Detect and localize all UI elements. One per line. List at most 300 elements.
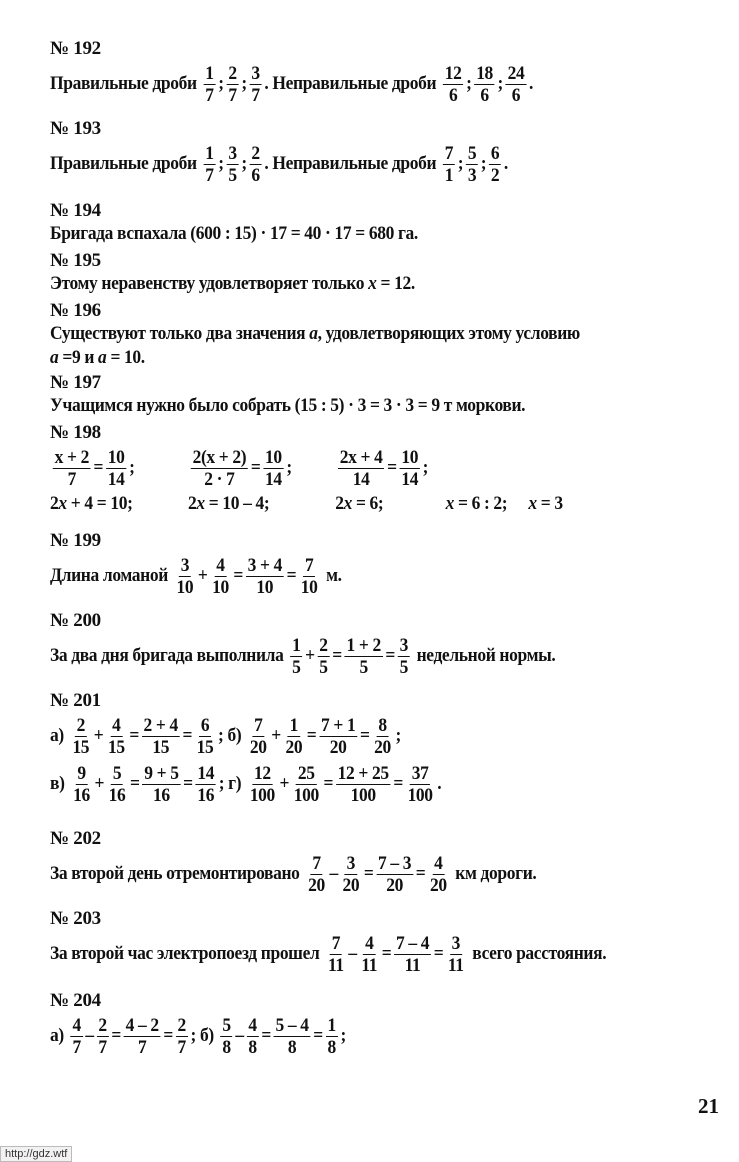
equation-step (446, 492, 529, 516)
denominator: 7 (228, 84, 237, 106)
text-segment: = (385, 645, 396, 666)
problem-number: № 195 (50, 250, 101, 271)
text-segment: = (163, 1025, 173, 1046)
text-segment: . (503, 153, 508, 174)
fraction (250, 63, 262, 106)
fraction (107, 763, 127, 806)
fraction (466, 143, 478, 186)
problem-193 (50, 118, 719, 188)
denominator: 8 (287, 1036, 297, 1058)
text-segment: = 3 (536, 493, 563, 514)
problem-200 (50, 610, 719, 680)
fraction (97, 1015, 109, 1058)
numerator: 4 (72, 1014, 81, 1036)
denominator: 20 (429, 874, 447, 896)
fraction (106, 715, 126, 758)
denominator: 11 (361, 954, 378, 976)
problem-number: № 200 (50, 610, 101, 631)
numerator: 2 + 4 (143, 714, 178, 736)
text-segment: ; б) (218, 725, 246, 746)
numerator: 4 (112, 714, 121, 736)
variable: x (196, 493, 205, 514)
numerator: 6 (200, 714, 210, 736)
numerator: 14 (197, 762, 215, 784)
text-segment: – (85, 1025, 94, 1046)
fraction (506, 63, 526, 106)
numerator: 2 (251, 142, 260, 164)
text-segment: а) (50, 725, 68, 746)
text-segment: ; (497, 73, 503, 94)
numerator: 10 (265, 446, 282, 468)
numerator: 3 (399, 634, 408, 656)
denominator: 5 (319, 656, 328, 678)
text-segment: , удовлетворяющих этому условию (317, 323, 580, 344)
text-segment: = (182, 725, 193, 746)
fraction (299, 555, 319, 598)
numerator: 1 (327, 1014, 336, 1036)
text-segment: = 6; (351, 493, 384, 514)
text-segment: ; (422, 457, 429, 478)
numerator: 7 (331, 932, 341, 954)
text-segment: ; (241, 73, 247, 94)
variable: x (528, 493, 537, 514)
denominator: 5 (228, 164, 237, 186)
solution-line (50, 632, 665, 680)
denominator: 10 (212, 576, 229, 598)
fraction (274, 1015, 311, 1058)
numerator: x + 2 (54, 446, 89, 468)
fraction (443, 143, 455, 186)
equation-step (188, 447, 335, 490)
text-segment: = (381, 943, 392, 964)
equation-step (188, 492, 335, 516)
denominator: 100 (249, 784, 275, 806)
denominator: 15 (152, 736, 170, 758)
fraction (263, 447, 283, 490)
text-segment: = 10 – 4; (204, 493, 270, 514)
text-segment: = (93, 457, 104, 478)
denominator: 16 (153, 784, 170, 806)
fraction (398, 635, 410, 678)
solution-line (50, 712, 665, 760)
denominator: 100 (407, 784, 433, 806)
fraction (489, 143, 501, 186)
numerator: 10 (401, 446, 419, 468)
denominator: 7 (98, 1036, 107, 1058)
fraction (191, 447, 248, 490)
text-segment: = (183, 773, 193, 794)
numerator: 3 + 4 (247, 554, 282, 576)
problem-number: № 197 (50, 372, 101, 393)
fraction (142, 715, 180, 758)
text-segment: Правильные дроби (50, 153, 201, 174)
denominator: 14 (265, 468, 282, 490)
text-segment: в) (50, 773, 69, 794)
problem-number: № 193 (50, 118, 101, 139)
denominator: 100 (293, 784, 319, 806)
numerator: 4 (434, 852, 443, 874)
page-number: 21 (698, 1094, 719, 1118)
problem-number: № 199 (50, 530, 101, 551)
numerator: 24 (507, 62, 525, 84)
text-segment: 2 (50, 493, 59, 514)
text-segment: – (235, 1025, 244, 1046)
fraction (221, 1015, 233, 1058)
text-segment: ; (340, 1025, 346, 1046)
text-segment: ; (218, 73, 224, 94)
fraction (399, 447, 419, 490)
variable: a (50, 347, 59, 368)
denominator: 2 · 7 (204, 468, 235, 490)
problem-204 (50, 990, 719, 1060)
solution-line (50, 140, 665, 188)
denominator: 6 (511, 84, 521, 106)
fraction (71, 715, 91, 758)
numerator: 7 – 4 (395, 932, 430, 954)
text-segment: = (433, 943, 444, 964)
text-segment: = (313, 1025, 323, 1046)
fraction (246, 555, 284, 598)
denominator: 2 (490, 164, 500, 186)
denominator: 20 (285, 736, 303, 758)
solution-line (50, 272, 665, 296)
fraction (428, 853, 448, 896)
text-segment: Существуют только два значения (50, 323, 310, 344)
fraction (319, 715, 357, 758)
text-segment: = (111, 1025, 121, 1046)
denominator: 11 (447, 954, 464, 976)
denominator: 14 (352, 468, 370, 490)
fraction (443, 63, 463, 106)
variable: a (98, 347, 107, 368)
problem-number: № 196 (50, 300, 101, 321)
numerator: 3 (180, 554, 190, 576)
text-segment: = (387, 457, 397, 478)
text-segment: Учащимся нужно было собрать (15 : 5) · 3 = 3 · 3 = 9 т моркови. (50, 395, 526, 416)
problem-number: № 203 (50, 908, 101, 929)
numerator: 12 (444, 62, 462, 84)
text-segment: ; (218, 153, 224, 174)
fraction (247, 1015, 259, 1058)
text-segment: . (528, 73, 533, 94)
text-segment: + (93, 725, 104, 746)
fraction (446, 933, 465, 976)
numerator: 1 (289, 714, 299, 736)
text-segment: =9 и (58, 347, 99, 368)
text-segment: ; (480, 153, 487, 174)
text-segment: + (94, 773, 105, 794)
solution-line (50, 930, 665, 978)
text-segment: За второй час электропоезд прошел (50, 943, 324, 964)
solution-line (50, 60, 665, 108)
text-segment: = (233, 565, 244, 586)
problem-number: № 204 (50, 990, 101, 1011)
denominator: 100 (350, 784, 376, 806)
denominator: 14 (107, 468, 125, 490)
variable: x (368, 273, 377, 294)
variable: a (309, 323, 318, 344)
solution-line (50, 222, 665, 246)
text-segment: + (279, 773, 290, 794)
text-segment: . Неправильные дроби (264, 73, 441, 94)
text-segment: = (363, 863, 374, 884)
equation-step (335, 492, 445, 516)
text-segment: – (329, 863, 338, 884)
denominator: 7 (205, 164, 214, 186)
solution-line (50, 394, 665, 418)
numerator: 7 (444, 142, 454, 164)
text-segment: = 10. (106, 347, 145, 368)
numerator: 12 (253, 762, 271, 784)
equation-step (50, 492, 188, 516)
denominator: 1 (444, 164, 454, 186)
fraction (372, 715, 392, 758)
text-segment: ; (286, 457, 292, 478)
numerator: 1 + 2 (346, 634, 381, 656)
text-segment: За два дня бригада выполнила (50, 645, 288, 666)
solution-line (50, 552, 665, 600)
denominator: 7 (137, 1036, 147, 1058)
solution-line (50, 760, 665, 808)
numerator: 2 (319, 634, 328, 656)
fraction (284, 715, 304, 758)
numerator: 5 (467, 142, 477, 164)
denominator: 11 (328, 954, 344, 976)
text-segment: = (261, 1025, 271, 1046)
denominator: 8 (222, 1036, 231, 1058)
numerator: 3 (346, 852, 356, 874)
denominator: 3 (467, 164, 477, 186)
text-segment: + (305, 645, 315, 666)
text-segment: + 4 = 10; (66, 493, 133, 514)
numerator: 5 – 4 (275, 1014, 309, 1036)
denominator: 20 (249, 736, 267, 758)
fraction (124, 1015, 161, 1058)
text-segment: . (437, 773, 442, 794)
denominator: 7 (205, 84, 214, 106)
fraction (376, 853, 413, 896)
problem-number: № 201 (50, 690, 101, 711)
text-segment: Правильные дроби (50, 73, 201, 94)
text-segment: = (393, 773, 403, 794)
text-segment: = (250, 457, 261, 478)
problem-198 (50, 422, 719, 516)
numerator: 4 (248, 1014, 257, 1036)
denominator: 20 (386, 874, 403, 896)
denominator: 10 (256, 576, 274, 598)
numerator: 12 + 25 (337, 762, 389, 784)
text-segment: – (348, 943, 357, 964)
text-segment: Длина ломаной (50, 565, 172, 586)
denominator: 11 (404, 954, 421, 976)
numerator: 25 (297, 762, 315, 784)
fraction (341, 853, 361, 896)
text-segment: 2 (335, 493, 344, 514)
variable: x (343, 493, 352, 514)
numerator: 4 – 2 (125, 1014, 159, 1036)
numerator: 8 (378, 714, 387, 736)
numerator: 7 – 3 (378, 852, 412, 874)
denominator: 16 (73, 784, 90, 806)
numerator: 37 (411, 762, 429, 784)
numerator: 18 (476, 62, 493, 84)
solution-line (50, 850, 665, 898)
fraction (203, 63, 215, 106)
fraction (53, 447, 91, 490)
solution-line (50, 1012, 665, 1060)
denominator: 15 (107, 736, 125, 758)
denominator: 14 (401, 468, 419, 490)
text-segment: = (129, 725, 139, 746)
problem-195 (50, 250, 719, 296)
fraction (326, 933, 345, 976)
numerator: 6 (490, 142, 500, 164)
problem-number: № 202 (50, 828, 101, 849)
problem-number: № 192 (50, 38, 101, 59)
denominator: 7 (67, 468, 76, 490)
numerator: 5 (222, 1014, 231, 1036)
text-segment: = (323, 773, 334, 794)
text-segment: ; (395, 725, 401, 746)
numerator: 2 (98, 1014, 107, 1036)
variable: x (58, 493, 67, 514)
numerator: 4 (216, 554, 225, 576)
fraction (227, 63, 239, 106)
fraction (176, 1015, 188, 1058)
fraction (195, 715, 215, 758)
numerator: 7 + 1 (321, 714, 356, 736)
fraction (336, 763, 391, 806)
denominator: 15 (72, 736, 90, 758)
problem-192 (50, 38, 719, 108)
solution-line (50, 322, 665, 346)
equation-step (335, 447, 445, 490)
fraction (71, 763, 91, 806)
text-segment: = 12. (376, 273, 415, 294)
text-segment: ; (466, 73, 472, 94)
fraction (474, 63, 494, 106)
solution-line (50, 346, 665, 370)
text-segment: ; (241, 153, 247, 174)
source-link[interactable]: http://gdz.wtf (0, 1146, 72, 1162)
problem-194 (50, 200, 719, 246)
numerator: 1 (205, 62, 214, 84)
fraction (326, 1015, 338, 1058)
numerator: 3 (251, 62, 260, 84)
text-segment: + (271, 725, 281, 746)
denominator: 20 (329, 736, 347, 758)
text-segment: = (359, 725, 370, 746)
text-segment: = (286, 565, 297, 586)
numerator: 2 (177, 1014, 186, 1036)
denominator: 20 (342, 874, 360, 896)
fraction (106, 447, 126, 490)
numerator: 7 (312, 852, 321, 874)
text-segment: = (306, 725, 317, 746)
fraction (142, 763, 180, 806)
fraction (227, 143, 239, 186)
numerator: 2x + 4 (339, 446, 383, 468)
equation-step (528, 492, 562, 516)
denominator: 7 (72, 1036, 81, 1058)
text-segment: всего расстояния. (468, 943, 607, 964)
numerator: 3 (228, 142, 237, 164)
fraction (175, 555, 195, 598)
numerator: 9 + 5 (144, 762, 179, 784)
text-segment: Этому неравенству удовлетворяет только (50, 273, 369, 294)
text-segment: 2 (188, 493, 197, 514)
text-segment: . Неправильные дроби (264, 153, 441, 174)
solution-line (50, 444, 665, 492)
problem-196 (50, 300, 719, 370)
fraction (196, 763, 216, 806)
problem-number: № 194 (50, 200, 101, 221)
text-segment: Бригада вспахала (600 : 15) · 17 = 40 · 17 = 680 га. (50, 223, 418, 244)
denominator: 6 (251, 164, 260, 186)
numerator: 1 (205, 142, 214, 164)
denominator: 16 (108, 784, 126, 806)
text-segment: = 6 : 2; (453, 493, 508, 514)
text-segment: За второй день отремонтировано (50, 863, 304, 884)
text-segment: = (415, 863, 426, 884)
numerator: 7 (254, 714, 263, 736)
solution-line (50, 492, 665, 516)
fraction (250, 143, 262, 186)
numerator: 2 (76, 714, 86, 736)
text-segment: а) (50, 1025, 68, 1046)
denominator: 10 (300, 576, 318, 598)
text-segment: ; (129, 457, 135, 478)
fraction (71, 1015, 83, 1058)
problem-197 (50, 372, 719, 418)
text-segment: ; г) (218, 773, 246, 794)
denominator: 7 (251, 84, 260, 106)
problem-number: № 198 (50, 422, 101, 443)
problem-201 (50, 690, 719, 808)
denominator: 20 (374, 736, 391, 758)
denominator: 8 (248, 1036, 257, 1058)
text-segment: м. (322, 565, 342, 586)
fraction (317, 635, 329, 678)
numerator: 10 (107, 446, 125, 468)
text-segment: = (332, 645, 342, 666)
fraction (345, 635, 383, 678)
text-segment: недельной нормы. (412, 645, 556, 666)
denominator: 5 (399, 656, 408, 678)
text-segment: ; б) (190, 1025, 218, 1046)
denominator: 5 (359, 656, 368, 678)
text-segment: + (197, 565, 208, 586)
fraction (210, 555, 230, 598)
denominator: 6 (480, 84, 489, 106)
problem-202 (50, 828, 719, 898)
denominator: 6 (448, 84, 458, 106)
variable: x (445, 493, 454, 514)
fraction (248, 715, 268, 758)
equation-step (50, 447, 188, 490)
fraction (292, 763, 321, 806)
fraction (338, 447, 384, 490)
numerator: 3 (451, 932, 460, 954)
numerator: 1 (292, 634, 301, 656)
numerator: 9 (77, 762, 86, 784)
fraction (248, 763, 277, 806)
fraction (406, 763, 435, 806)
numerator: 7 (304, 554, 314, 576)
denominator: 16 (197, 784, 215, 806)
numerator: 2(x + 2) (192, 446, 247, 468)
fraction (360, 933, 379, 976)
